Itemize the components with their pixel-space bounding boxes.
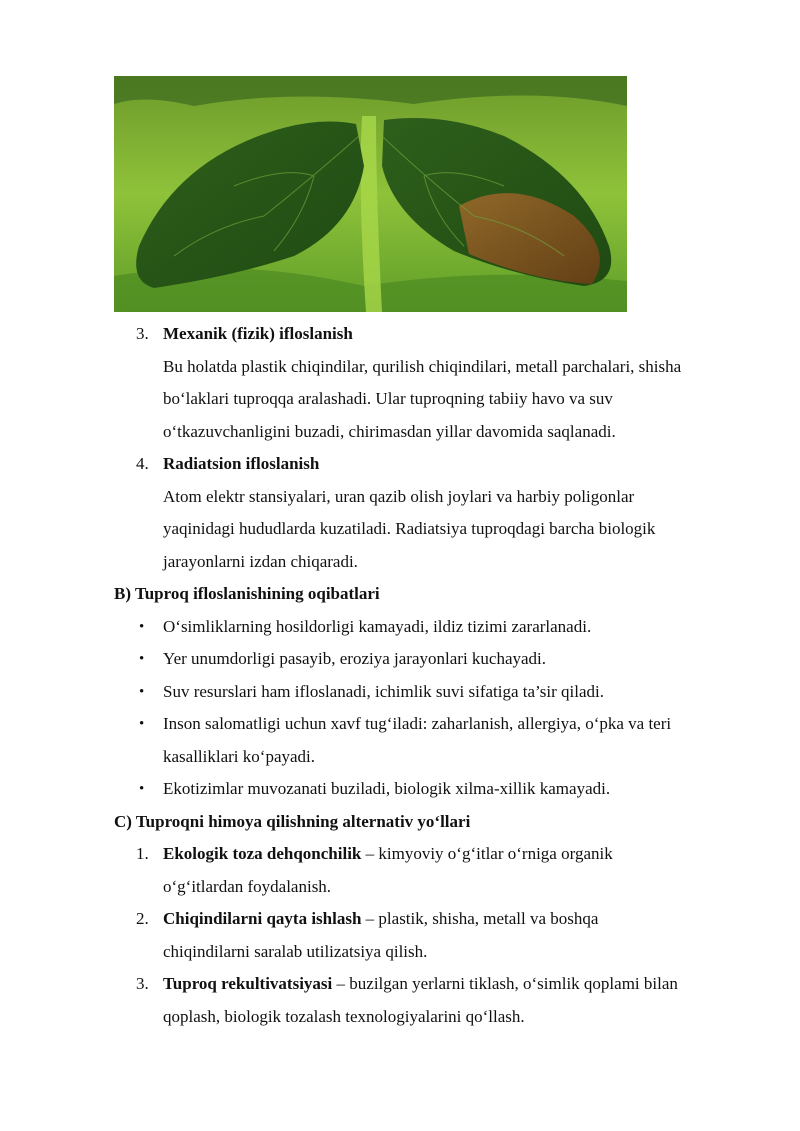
item-number: 4. bbox=[136, 454, 149, 473]
item-title: Ekologik toza dehqonchilik bbox=[163, 844, 362, 863]
pollution-item-4 bbox=[114, 448, 744, 578]
item-title: Radiatsion ifloslanish bbox=[163, 454, 320, 473]
list-item-continuation: kasalliklari ko‘payadi. bbox=[163, 746, 316, 766]
item-title: Mexanik (fizik) ifloslanish bbox=[163, 324, 353, 343]
item-title: Tuproq rekultivatsiyasi bbox=[163, 974, 333, 993]
item-continuation: chiqindilarni saralab utilizatsiya qilish. bbox=[163, 941, 428, 961]
paragraph-line: bo‘laklari tuproqqa aralashadi. Ular tuproqning tabiiy havo va suv bbox=[163, 389, 613, 408]
list-item: Inson salomatligi uchun xavf tug‘iladi: zaharlanish, allergiya, o‘pka va teri bbox=[163, 714, 672, 733]
bullet-icon: • bbox=[139, 716, 145, 732]
item-description: – plastik, shisha, metall va boshqa bbox=[361, 909, 599, 928]
section-c-heading: C) Tuproqni himoya qilishning alternativ yo‘llari bbox=[114, 811, 471, 831]
bullet-icon: • bbox=[139, 781, 145, 797]
bullet-icon: • bbox=[139, 651, 145, 667]
list-item: Yer unumdorligi pasayib, eroziya jarayonlari kuchayadi. bbox=[163, 649, 547, 668]
bullet-icon: • bbox=[139, 618, 145, 635]
item-number: 3. bbox=[136, 324, 149, 343]
bullet-icon: • bbox=[139, 683, 145, 700]
item-description: – buzilgan yerlarni tiklash, o‘simlik qoplami bilan bbox=[332, 974, 678, 993]
paragraph-line: Bu holatda plastik chiqindilar, qurilish chiqindilari, metall parchalari, shisha bbox=[163, 356, 682, 376]
item-description: – kimyoviy o‘g‘itlar o‘rniga organik bbox=[361, 844, 613, 863]
paragraph-line: yaqinidagi hududlarda kuzatiladi. Radiatsiya tuproqdagi barcha biologik bbox=[163, 519, 656, 538]
pollution-item-3 bbox=[114, 318, 744, 448]
lungs-forest-illustration bbox=[114, 76, 627, 312]
paragraph-line: jarayonlarni izdan chiqaradi. bbox=[163, 551, 358, 571]
item-number: 2. bbox=[136, 909, 149, 928]
item-title: Chiqindilarni qayta ishlash bbox=[163, 909, 362, 928]
list-item: O‘simliklarning hosildorligi kamayadi, ildiz tizimi zararlanadi. bbox=[163, 616, 592, 636]
paragraph-line: o‘tkazuvchanligini buzadi, chirimasdan yillar davomida saqlanadi. bbox=[163, 421, 616, 441]
item-number: 1. bbox=[136, 844, 149, 863]
alternatives-list bbox=[114, 838, 744, 1033]
list-item: Suv resurslari ham ifloslanadi, ichimlik suvi sifatiga ta’sir qiladi. bbox=[163, 681, 604, 701]
section-b-heading: B) Tuproq ifloslanishining oqibatlari bbox=[114, 584, 380, 603]
item-continuation: o‘g‘itlardan foydalanish. bbox=[163, 876, 332, 896]
list-item: Ekotizimlar muvozanati buziladi, biologik xilma-xillik kamayadi. bbox=[163, 779, 611, 798]
paragraph-line: Atom elektr stansiyalari, uran qazib olish joylari va harbiy poligonlar bbox=[163, 486, 635, 506]
item-continuation: qoplash, biologik tozalash texnologiyalarini qo‘llash. bbox=[163, 1006, 525, 1026]
item-number: 3. bbox=[136, 974, 149, 993]
lungs-forest-image bbox=[114, 76, 627, 312]
consequences-list bbox=[114, 611, 744, 806]
document-body bbox=[114, 318, 744, 1033]
